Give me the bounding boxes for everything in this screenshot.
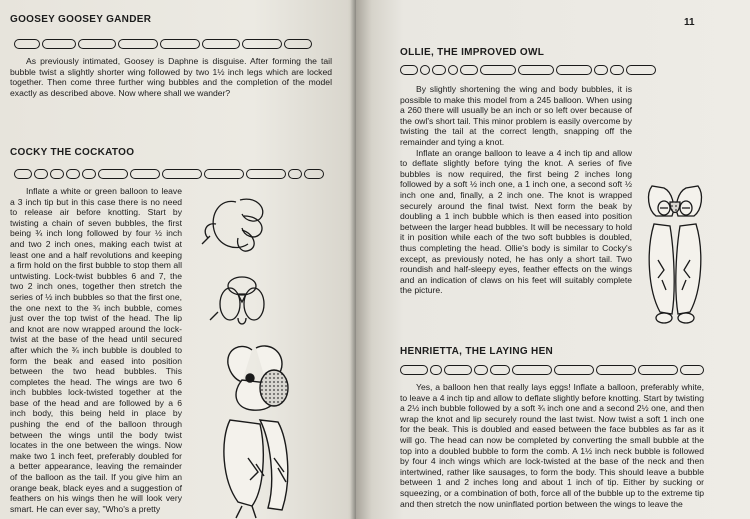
- ollie-instructions: [400, 84, 632, 296]
- cockatoo-section-title: COCKY THE COCKATOO: [10, 147, 135, 158]
- ollie-section-title: OLLIE, THE IMPROVED OWL: [400, 47, 545, 58]
- henrietta-instructions: Yes, a balloon hen that really lays eggs! Inflate a balloon, preferably white, to leave a 4 inch tip and allow to deflate slightly before knotting. Start by twisting a 2½ inch bubble followed by a soft ¾ inch one and a second 2½ one, and then wrap the knot and lip securely round the last twist. Now twist a soft 1 inch one for the beak. This is doubled and eased between the face bubbles as far as it will go. The head can now be completed by converting the small bubble at the top into a doubled bubble to form the comb. A 1½ inch neck bubble is followed by four 4 inch wings which are lock-twisted at the base of the neck and then intertwined, rather like sausages, to form the body. This should leave a bubble between 1 and 2 inches long and about 1 inch of tip. Either by sucking or squeezing, or a combination of both, force all of the bubble up to the extreme tip and then stretch the now uninflated portion between the wings to leave the: [400, 382, 704, 509]
- head-twist-figure-1: [196, 194, 276, 260]
- goosey-balloon-diagram: [14, 36, 314, 52]
- ollie-paragraph-2: Inflate an orange balloon to leave a 4 inch tip and allow to deflate slightly before tying the knot. A series of five bubbles is now required, the first being 2 inches long followed by a soft ½ inch one, a 1 inch one, a second soft ½ inch one and, finally, a 2 inch one. The knot is wrapped securely around the final twist. Next form the beak by doubling a 1 inch bubble which is then eased into position between the larger head bubbles. It will be necessary to hold it in position while each of the two soft bubbles is doubled, thus completing the head. Ollie's body is similar to Cocky's except, as previously noted, he has only a short tail. Two roundish and half-sleepy eyes, feather effects on the wings and an indication of claws on his feet will suitably complete the picture.: [400, 147, 632, 296]
- ollie-paragraph-1: By slightly shortening the wing and body bubbles, it is possible to make this model from a 245 balloon. When using a 260 there will usually be an inch or so left over because of the owl's short tail. This minor problem is easily overcome by twisting the tail at the correct length, snapping off the remainder and tying a knot.: [400, 84, 632, 147]
- cockatoo-instructions-paragraph: Inflate a white or green balloon to leave a 3 inch tip but in this case there is no need to release air before knotting. Start by twisting a chain of seven bubbles, the first being ¾ inch long followed by four ½ inch and two 2 inch ones, making each twist at least one and a half revolutions and keeping a firm hold on the first bubble to stop them all untwisting. Lock-twist bubbles 6 and 7, the two 2 inch ones, together then stretch the series of ½ inch bubbles so that the first one, the one next to the ¾ inch bubble, comes just over the top twist of the head. The lip and knot are now wrapped around the lock-twist at the base of the head until secured after which the ¾ inch bubble is doubled to form the beak and eased into position between the two head bubbles. This completes the head. The wings are two 6 inch bubbles lock-twisted together at the base of the head and are followed by a 6 inch body, this being held in place by pushing the end of the balloon through between the wings until the body twist locates in the one between the wings. Now make two 1 inch feet, preferably doubled for a better appearance, leaving the remainder of the balloon as the tail. If you give him an orange beak, black eyes and a suggestion of feathers on his wings then he will look very smart. He can ever say, "Who's a pretty: [10, 186, 182, 514]
- henrietta-section-title: HENRIETTA, THE LAYING HEN: [400, 346, 554, 357]
- ollie-owl-illustration: [642, 180, 708, 326]
- left-page: [0, 0, 362, 519]
- left-running-header: GOOSEY GOOSEY GANDER: [10, 14, 152, 25]
- cockatoo-balloon-diagram: [14, 166, 326, 182]
- page-number: 11: [684, 17, 695, 28]
- head-twist-figure-2: [208, 272, 278, 334]
- henrietta-balloon-diagram: [400, 362, 706, 378]
- cocky-cockatoo-illustration: [212, 340, 324, 519]
- ollie-balloon-diagram: [400, 62, 658, 78]
- right-page: [356, 0, 750, 519]
- goosey-intro-paragraph: As previously intimated, Goosey is Daphne is disguise. After forming the tail bubble twist a slightly shorter wing followed by two 1½ inch legs which are locked together. Then come three further wing bubbles and the completion of the model exactly as described above. Now where shall we wander?: [10, 56, 332, 98]
